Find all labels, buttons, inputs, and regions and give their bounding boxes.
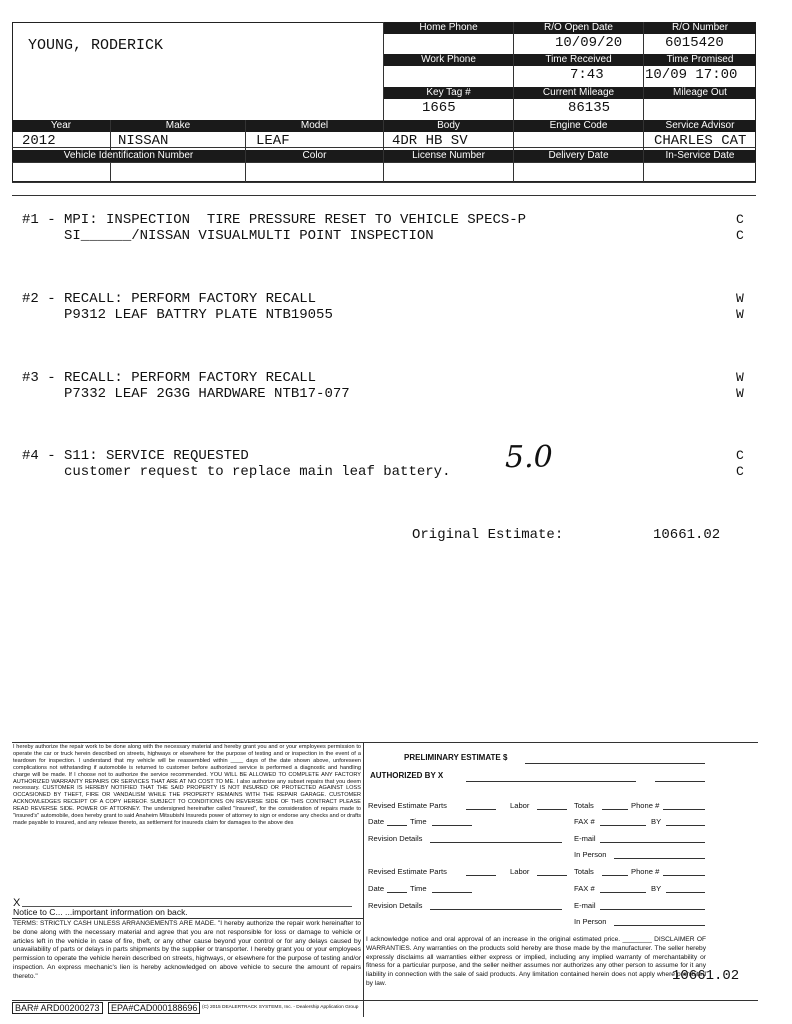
by-field-1[interactable] (666, 825, 705, 826)
job-1-line-2: SI______/NISSAN VISUALMULTI POINT INSPECTION (22, 228, 434, 244)
by-field-2[interactable] (666, 892, 705, 893)
bottom-top-border (12, 742, 758, 743)
job-2-line-2: P9312 LEAF BATTRY PLATE NTB19055 (22, 307, 333, 323)
revised-parts-label-1: Revised Estimate Parts (368, 801, 447, 810)
phone-field-1[interactable] (663, 809, 705, 810)
time-label-1: Time (410, 817, 427, 826)
epa-number: EPA#CAD000188696 (108, 1002, 200, 1014)
time-received-label: Time Received (514, 54, 643, 66)
phone-field-2[interactable] (663, 875, 705, 876)
fax-field-1[interactable] (600, 825, 646, 826)
job-4-line-1: #4 - S11: SERVICE REQUESTED (22, 448, 249, 464)
ro-number-label: R/O Number (644, 22, 756, 34)
terms-text: TERMS: STRICTLY CASH UNLESS ARRANGEMENTS ARE MADE. "I hereby authorize the repair work hereinafter to be done along with the necessary material and agree that you are not responsible for loss or damage to vehicle or articles left in the vehicle in case of fire, theft, or any other cause beyond your control or for any delays caused by unavailability of parts or delays in parts shipments by the supplier or transporter. I hereby grant you or your employees permission to operate the vehicle herein described on streets, highways, or elsewhere for the purpose of testing and/or inspection. An express mechanic's lien is hereby acknowledged on above vehicle to secure the amount of repairs thereto." (13, 920, 361, 980)
phone-label-1: Phone # (631, 801, 660, 810)
revised-parts-label-2: Revised Estimate Parts (368, 867, 447, 876)
preliminary-estimate-field[interactable] (525, 763, 705, 764)
fax-label-2: FAX # (574, 884, 595, 893)
ro-number-value: 6015420 (665, 35, 724, 51)
job-4-code-1: C (736, 448, 744, 463)
home-phone-label: Home Phone (384, 22, 513, 34)
in-service-date-label: In-Service Date (644, 150, 756, 162)
phone-label-2: Phone # (631, 867, 660, 876)
totals-label-2: Totals (574, 867, 594, 876)
make-value: NISSAN (118, 133, 169, 149)
header-divider (12, 182, 756, 183)
in-person-label-1: In Person (574, 850, 607, 859)
email-field-2[interactable] (600, 909, 705, 910)
totals-field-1[interactable] (602, 809, 628, 810)
mileage-out-label: Mileage Out (644, 87, 756, 99)
authorization-text: I hereby authorize the repair work to be done along with the necessary material and hereby grant you and or your employees permission to operate the car or truck herein described on streets, highways or elsewhere for the purpose of testing and or inspection in the event of a teardown for inspection. I understand that my vehicle will be reassembled within ____ days of the date shown above, unforeseen complications not withstanding if automobile is returned to customer before authorized service is performed a diagnostic and handling charge will be made. If I choose not to authorize the service recommended. YOU WILL BE ALLOWED TO COMPLETE ANY FACTORY AUTHORIZED WARRANTY REPAIRS OR SERVICES THAT ARE AT NO COST TO ME. I also authorize any subset repairs that you deem necessary. CUSTOMER IS HEREBY NOTIFIED THAT THE SAID PROPERTY IS NOT INSURED OR PROTECTED AGAINST LOSS OCCASIONED BY THEFT, FIRE OR VANDALISM WHILE THE PROPERTY REMAINS WITH THE REPAIR GARAGE. CUSTOMER ACKNOWLEDGES RECEIPT OF A COPY HEREOF. SUBJECT TO CONDITIONS ON REVERSE SIDE OF THIS CONTRACT PLEASE READ REVERSE SIDE. POWER OF ATTORNEY. The undersigned hereinafter called "Insured", for the consideration of repairs made to "insured's" automobile, does hereby grant to said Anaheim Mitsubishi Insureds power of attorney to sign or endorse any checks and or drafts made payable to insured, and any release thereto, as settlement for insureds claim for damages to the above des (13, 744, 361, 826)
key-tag-value: 1665 (422, 100, 456, 116)
header-divider (12, 162, 756, 163)
date-label-1: Date (368, 817, 385, 826)
total-overlay: 10661.02 (672, 968, 740, 984)
in-person-field-2[interactable] (614, 925, 705, 926)
job-3-line-1: #3 - RECALL: PERFORM FACTORY RECALL (22, 370, 317, 386)
signature-x: X (13, 897, 21, 909)
job-4-line-2: customer request to replace main leaf battery. (22, 464, 451, 480)
totals-field-2[interactable] (602, 875, 628, 876)
in-person-field-1[interactable] (614, 858, 705, 859)
revision-details-field-1[interactable] (430, 842, 562, 843)
license-label: License Number (384, 150, 513, 162)
body-value: 4DR HB SV (392, 133, 468, 149)
handwritten-note: 5.0 (505, 440, 553, 475)
original-estimate-value: 10661.02 (653, 527, 721, 543)
vin-label: Vehicle Identification Number (12, 150, 245, 162)
by-label-1: BY (651, 817, 662, 826)
email-field-1[interactable] (600, 842, 705, 843)
notice-text: Notice to C... ...important information on back. (13, 907, 188, 917)
time-field-1[interactable] (432, 825, 472, 826)
labor-field-1[interactable] (537, 809, 567, 810)
job-2-line-1: #2 - RECALL: PERFORM FACTORY RECALL (22, 291, 317, 307)
current-mileage-value: 86135 (568, 100, 611, 116)
date-field-1[interactable] (387, 825, 407, 826)
revised-parts-field-1[interactable] (466, 809, 496, 810)
header-divider (12, 195, 756, 196)
ro-open-date-value: 10/09/20 (555, 35, 623, 51)
job-1-code-1: C (736, 212, 744, 227)
customer-name: YOUNG, RODERICK (28, 37, 164, 54)
authorized-by-field[interactable] (466, 781, 636, 782)
model-value: LEAF (256, 133, 290, 149)
fax-label-1: FAX # (574, 817, 595, 826)
time-label-2: Time (410, 884, 427, 893)
color-label: Color (246, 150, 383, 162)
service-advisor-value: CHARLES CAT (654, 133, 747, 149)
job-3-code-2: W (736, 386, 744, 401)
job-1-code-2: C (736, 228, 744, 243)
time-promised-label: Time Promised (644, 54, 756, 66)
authorized-date-field[interactable] (655, 781, 705, 782)
date-label-2: Date (368, 884, 385, 893)
body-label: Body (384, 120, 513, 132)
service-advisor-label: Service Advisor (644, 120, 756, 132)
job-3-code-1: W (736, 370, 744, 385)
email-label-1: E-mail (574, 834, 596, 843)
job-1-line-1: #1 - MPI: INSPECTION TIRE PRESSURE RESET TO VEHICLE SPECS-P (22, 212, 527, 228)
bar-number: BAR# ARD00200273 (12, 1002, 103, 1014)
email-label-2: E-mail (574, 901, 596, 910)
job-2-code-2: W (736, 307, 744, 322)
preliminary-estimate-label: PRELIMINARY ESTIMATE $ (404, 753, 508, 762)
revision-details-label-2: Revision Details (368, 901, 423, 910)
terms-divider (12, 918, 363, 919)
original-estimate-label: Original Estimate: (412, 527, 564, 543)
job-3-line-2: P7332 LEAF 2G3G HARDWARE NTB17-077 (22, 386, 350, 402)
delivery-date-label: Delivery Date (514, 150, 643, 162)
fax-field-2[interactable] (600, 892, 646, 893)
year-value: 2012 (22, 133, 56, 149)
time-field-2[interactable] (432, 892, 472, 893)
current-mileage-label: Current Mileage (514, 87, 643, 99)
revision-details-field-2[interactable] (430, 909, 562, 910)
make-label: Make (111, 120, 245, 132)
time-received-value: 7:43 (570, 67, 604, 83)
ro-open-date-label: R/O Open Date (514, 22, 643, 34)
job-2-code-1: W (736, 291, 744, 306)
work-phone-label: Work Phone (384, 54, 513, 66)
revision-details-label-1: Revision Details (368, 834, 423, 843)
year-label: Year (12, 120, 110, 132)
revised-parts-field-2[interactable] (466, 875, 496, 876)
disclaimer-text: I acknowledge notice and oral approval of an increase in the original estimated price. ________ DISCLAIMER OF WARRANTIES. Any warranties on the products sold hereby are those made by the manufacturer. The seller hereby expressly disclaims all warranties either express or implied, including any implied warranty of merchantability or fitness for a particular purpose, and the seller neither assumes nor authorizes any other person to assume for it any liability in connection with the sale of said products. Any limitation contained herein does not apply where prohibited by law. (366, 936, 706, 987)
footer-divider (12, 1000, 758, 1001)
bottom-column-divider (363, 742, 364, 1017)
labor-label-1: Labor (510, 801, 530, 810)
labor-field-2[interactable] (537, 875, 567, 876)
by-label-2: BY (651, 884, 662, 893)
key-tag-label: Key Tag # (384, 87, 513, 99)
engine-code-label: Engine Code (514, 120, 643, 132)
time-promised-value: 10/09 17:00 (645, 67, 738, 83)
job-4-code-2: C (736, 464, 744, 479)
date-field-2[interactable] (387, 892, 407, 893)
model-label: Model (246, 120, 383, 132)
totals-label-1: Totals (574, 801, 594, 810)
labor-label-2: Labor (510, 867, 530, 876)
in-person-label-2: In Person (574, 917, 607, 926)
authorized-by-label: AUTHORIZED BY X (370, 771, 444, 780)
copyright-text: (C) 2015 DEALERTRACK SYSTEMS, Inc. - Dealership Application Group (202, 1005, 359, 1010)
